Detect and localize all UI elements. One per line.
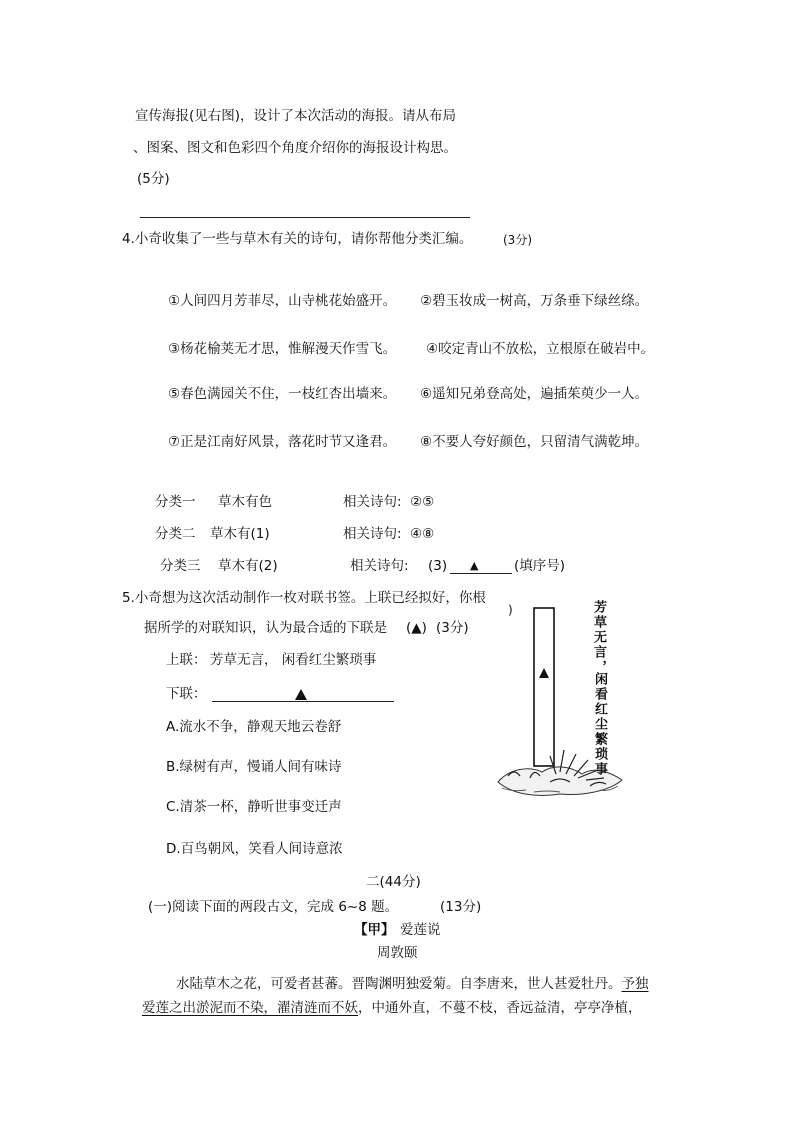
xialian-label: 下联： bbox=[166, 686, 207, 702]
bookmark-couplet-col-2: 闲看红尘繁琐事 bbox=[591, 672, 607, 777]
category-3-answer: (3) bbox=[428, 558, 448, 574]
intro-line-1: 宣传海报(见右图)，设计了本次活动的海报。请从布局 bbox=[135, 108, 457, 124]
q5-points: (3分) bbox=[436, 620, 469, 636]
poem-5: ⑤春色满园关不住，一枝红杏出墙来。 bbox=[168, 386, 397, 402]
option-d: D.百鸟朝风，笑看人间诗意浓 bbox=[166, 841, 343, 857]
article-author: 周敦颐 bbox=[377, 945, 418, 961]
category-3-hint: (填序号) bbox=[514, 558, 566, 574]
q5-stem: 5.小奇想为这次活动制作一枚对联书签。上联已经拟好，你根 bbox=[122, 590, 486, 606]
poem-4: ④咬定青山不放松，立根原在破岩中。 bbox=[426, 341, 655, 357]
poem-7: ⑦正是江南好风景，落花时节又逢君。 bbox=[168, 434, 397, 450]
q5-stem-2: 据所学的对联知识，认为最合适的下联是 bbox=[144, 620, 387, 636]
poem-8: ⑧不要人夸好颜色，只留清气满乾坤。 bbox=[420, 434, 649, 450]
category-1-label: 相关诗句: bbox=[343, 494, 402, 510]
article-paragraph-line-1 bbox=[176, 978, 649, 992]
part2-sub-stem: (一)阅读下面的两段古文，完成 6~8 题。 bbox=[148, 899, 399, 915]
category-3-blank-mark: ▲ bbox=[470, 559, 479, 572]
category-2-name: 分类二 bbox=[155, 526, 196, 542]
category-3-name: 分类三 bbox=[160, 558, 201, 574]
paragraph-underlined-2: 爱莲之出淤泥而不染，濯清涟而不妖 bbox=[142, 1000, 358, 1016]
option-c: C.清茶一杯，静听世事变迁声 bbox=[166, 799, 342, 815]
paragraph-underlined-1: 予独 bbox=[621, 976, 649, 992]
shanglian-text: 芳草无言， 闲看红尘繁琐事 bbox=[210, 652, 377, 668]
article-label: 【甲】 bbox=[354, 922, 395, 938]
part2-sub-points: (13分) bbox=[440, 899, 482, 915]
answer-line bbox=[140, 217, 470, 218]
category-2-answer: ④⑧ bbox=[410, 526, 435, 542]
stray-paren: ) bbox=[508, 603, 513, 617]
xialian-blank[interactable] bbox=[212, 701, 394, 702]
q5-answer-mark[interactable]: (▲) bbox=[406, 620, 427, 636]
poem-1: ①人间四月芳菲尽，山寺桃花始盛开。 bbox=[168, 293, 397, 309]
shanglian-label: 上联： bbox=[166, 652, 207, 668]
article-paragraph-line-2 bbox=[142, 1002, 642, 1016]
intro-points: (5分) bbox=[137, 171, 170, 187]
paragraph-text-1: 水陆草木之花，可爱者甚蕃。晋陶渊明独爱菊。自李唐来，世人甚爱牡丹。 bbox=[176, 976, 622, 992]
paragraph-text-2: ，中通外直，不蔓不枝，香远益清，亭亭净植， bbox=[358, 1000, 642, 1016]
option-a: A.流水不争，静观天地云卷舒 bbox=[166, 719, 342, 735]
option-b: B.绿树有声，慢诵人间有味诗 bbox=[166, 759, 342, 775]
poem-3: ③杨花榆荚无才思，惟解漫天作雪飞。 bbox=[168, 341, 397, 357]
category-3-blank[interactable] bbox=[450, 573, 512, 574]
blank-triangle-icon bbox=[295, 689, 307, 700]
part2-heading: 二(44分) bbox=[366, 874, 421, 890]
category-1-name: 分类一 bbox=[155, 494, 196, 510]
category-3-label: 相关诗句: bbox=[350, 558, 409, 574]
category-2-label: 相关诗句: bbox=[343, 526, 402, 542]
intro-line-2: 、图案、图文和色彩四个角度介绍你的海报设计构思。 bbox=[133, 140, 457, 156]
poem-2: ②碧玉妆成一树高，万条垂下绿丝绦。 bbox=[420, 293, 649, 309]
category-1-answer: ②⑤ bbox=[410, 494, 435, 510]
q4-points: (3分) bbox=[503, 233, 532, 247]
category-3-topic: 草木有(2) bbox=[218, 558, 278, 574]
category-2-topic: 草木有(1) bbox=[210, 526, 270, 542]
bookmark-drawing bbox=[490, 596, 630, 808]
category-1-topic: 草木有色 bbox=[218, 494, 272, 510]
bookmark-illustration bbox=[490, 596, 630, 808]
article-title: 爱莲说 bbox=[400, 922, 441, 938]
q4-stem: 4.小奇收集了一些与草木有关的诗句，请你帮他分类汇编。 bbox=[122, 231, 473, 247]
bookmark-couplet-col-1: 芳草无言， bbox=[590, 600, 606, 675]
poem-6: ⑥遥知兄弟登高处，遍插茱萸少一人。 bbox=[420, 386, 649, 402]
